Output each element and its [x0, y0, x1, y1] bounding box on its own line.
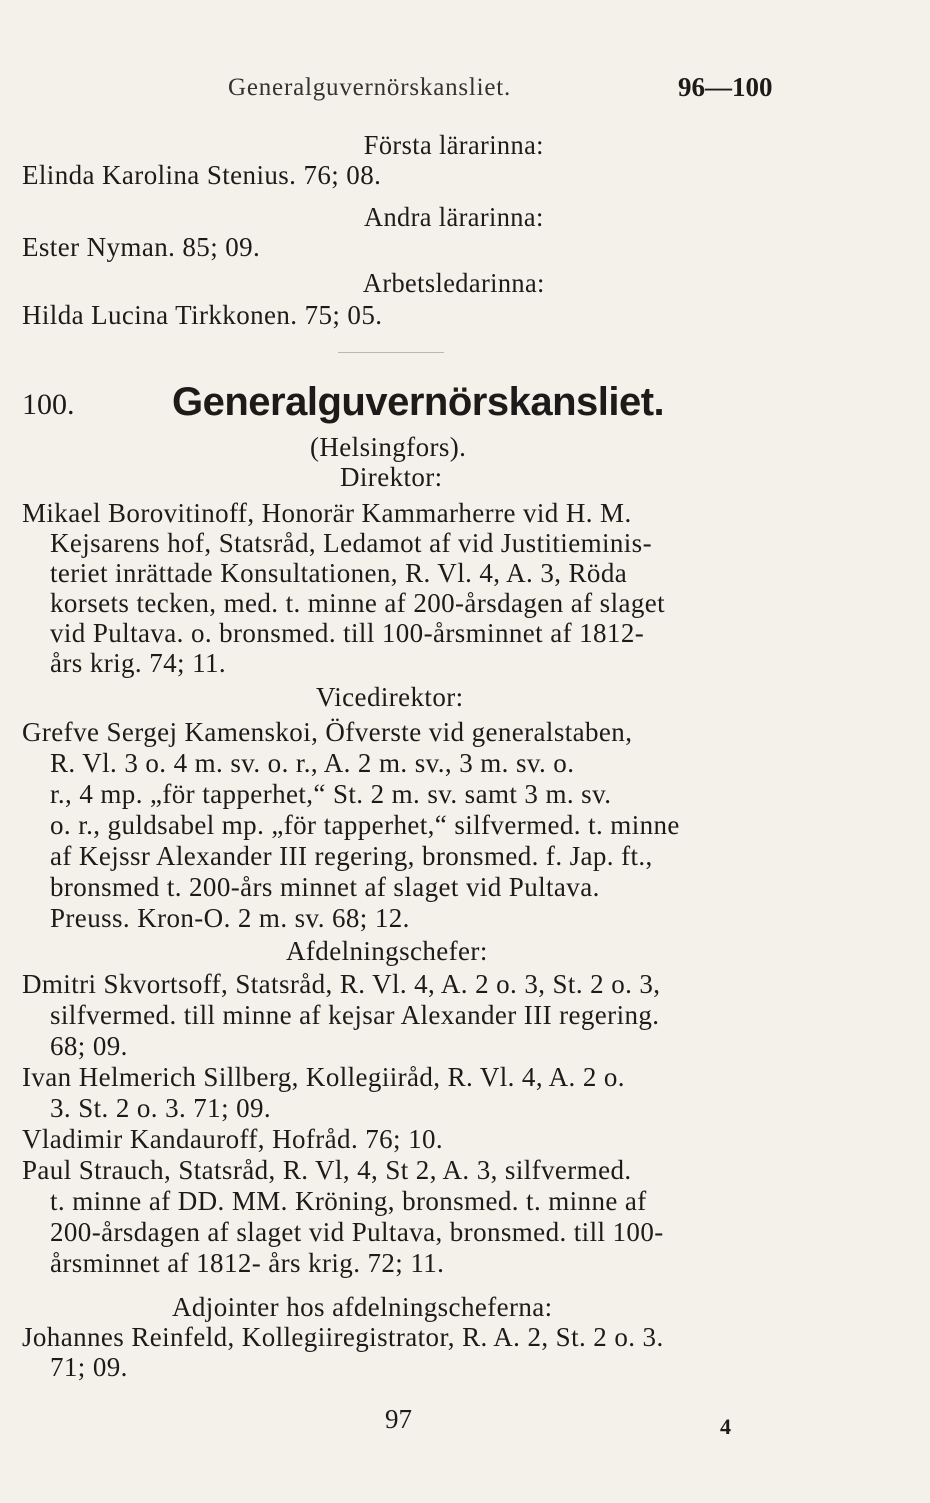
running-head-title: Generalguvernörskansliet. — [228, 74, 512, 101]
section-title: Generalguvernörskansliet. — [172, 380, 665, 424]
entry-line: års krig. 74; 11. — [50, 648, 227, 678]
role-heading: Arbetsledarinna: — [362, 268, 545, 298]
entry-line: t. minne af DD. MM. Kröning, bronsmed. t. minne af — [50, 1186, 647, 1216]
role-heading: Andra lärarinna: — [364, 202, 544, 232]
separator-rule — [338, 352, 444, 353]
entry-line: teriet inrättade Konsultationen, R. Vl. 4, A. 3, Röda — [50, 558, 628, 588]
entry-line: Vladimir Kandauroff, Hofråd. 76; 10. — [22, 1124, 444, 1154]
entry-line: Johannes Reinfeld, Kollegiiregistrator, R. A. 2, St. 2 o. 3. — [22, 1322, 664, 1352]
entry-line: korsets tecken, med. t. minne af 200-årsdagen af slaget — [50, 588, 666, 618]
entry-line: Grefve Sergej Kamenskoi, Öfverste vid generalstaben, — [22, 717, 633, 747]
entry-line: Preuss. Kron-O. 2 m. sv. 68; 12. — [50, 903, 410, 933]
entry-line: 68; 09. — [50, 1031, 128, 1061]
entry-line: årsminnet af 1812- års krig. 72; 11. — [50, 1248, 445, 1278]
location: (Helsingfors). — [310, 432, 467, 462]
entry-line: silfvermed. till minne af kejsar Alexander III regering. — [50, 1000, 660, 1030]
entry-line: af Kejssr Alexander III regering, bronsmed. f. Jap. ft., — [50, 841, 653, 871]
entry-line: Ester Nyman. 85; 09. — [22, 232, 261, 262]
page-number: 97 — [385, 1404, 412, 1434]
entry-line: 200-årsdagen af slaget vid Pultava, bronsmed. till 100- — [50, 1217, 664, 1247]
entry-line: Ivan Helmerich Sillberg, Kollegiiråd, R. Vl. 4, A. 2 o. — [22, 1062, 625, 1092]
entry-line: Hilda Lucina Tirkkonen. 75; 05. — [22, 300, 383, 330]
entry-line: 71; 09. — [50, 1352, 128, 1382]
entry-line: Kejsarens hof, Statsråd, Ledamot af vid Justitieminis- — [50, 528, 652, 558]
entry-line: vid Pultava. o. bronsmed. till 100-årsminnet af 1812- — [50, 618, 645, 648]
entry-line: 3. St. 2 o. 3. 71; 09. — [50, 1093, 272, 1123]
entry-line: r., 4 mp. „för tapperhet,“ St. 2 m. sv. samt 3 m. sv. — [50, 779, 612, 809]
signature-mark: 4 — [720, 1414, 731, 1439]
role-heading: Direktor: — [340, 462, 443, 492]
role-heading: Afdelningschefer: — [286, 936, 488, 966]
role-heading: Vicedirektor: — [316, 682, 464, 712]
section-number: 100. — [22, 388, 75, 421]
role-heading: Första lärarinna: — [363, 130, 544, 160]
entry-line: Dmitri Skvortsoff, Statsråd, R. Vl. 4, A. 2 o. 3, St. 2 o. 3, — [22, 969, 661, 999]
running-head-range: 96—100 — [678, 72, 773, 102]
entry-line: Mikael Borovitinoff, Honorär Kammarherre vid H. M. — [22, 498, 632, 528]
entry-line: Paul Strauch, Statsråd, R. Vl, 4, St 2, A. 3, silfvermed. — [22, 1155, 632, 1185]
entry-line: bronsmed t. 200-års minnet af slaget vid Pultava. — [50, 872, 600, 902]
entry-line: Elinda Karolina Stenius. 76; 08. — [22, 160, 382, 190]
entry-line: o. r., guldsabel mp. „för tapperhet,“ silfvermed. t. minne — [50, 810, 680, 840]
entry-line: R. Vl. 3 o. 4 m. sv. o. r., A. 2 m. sv., 3 m. sv. o. — [50, 748, 575, 778]
role-heading: Adjointer hos afdelningscheferna: — [172, 1292, 553, 1322]
